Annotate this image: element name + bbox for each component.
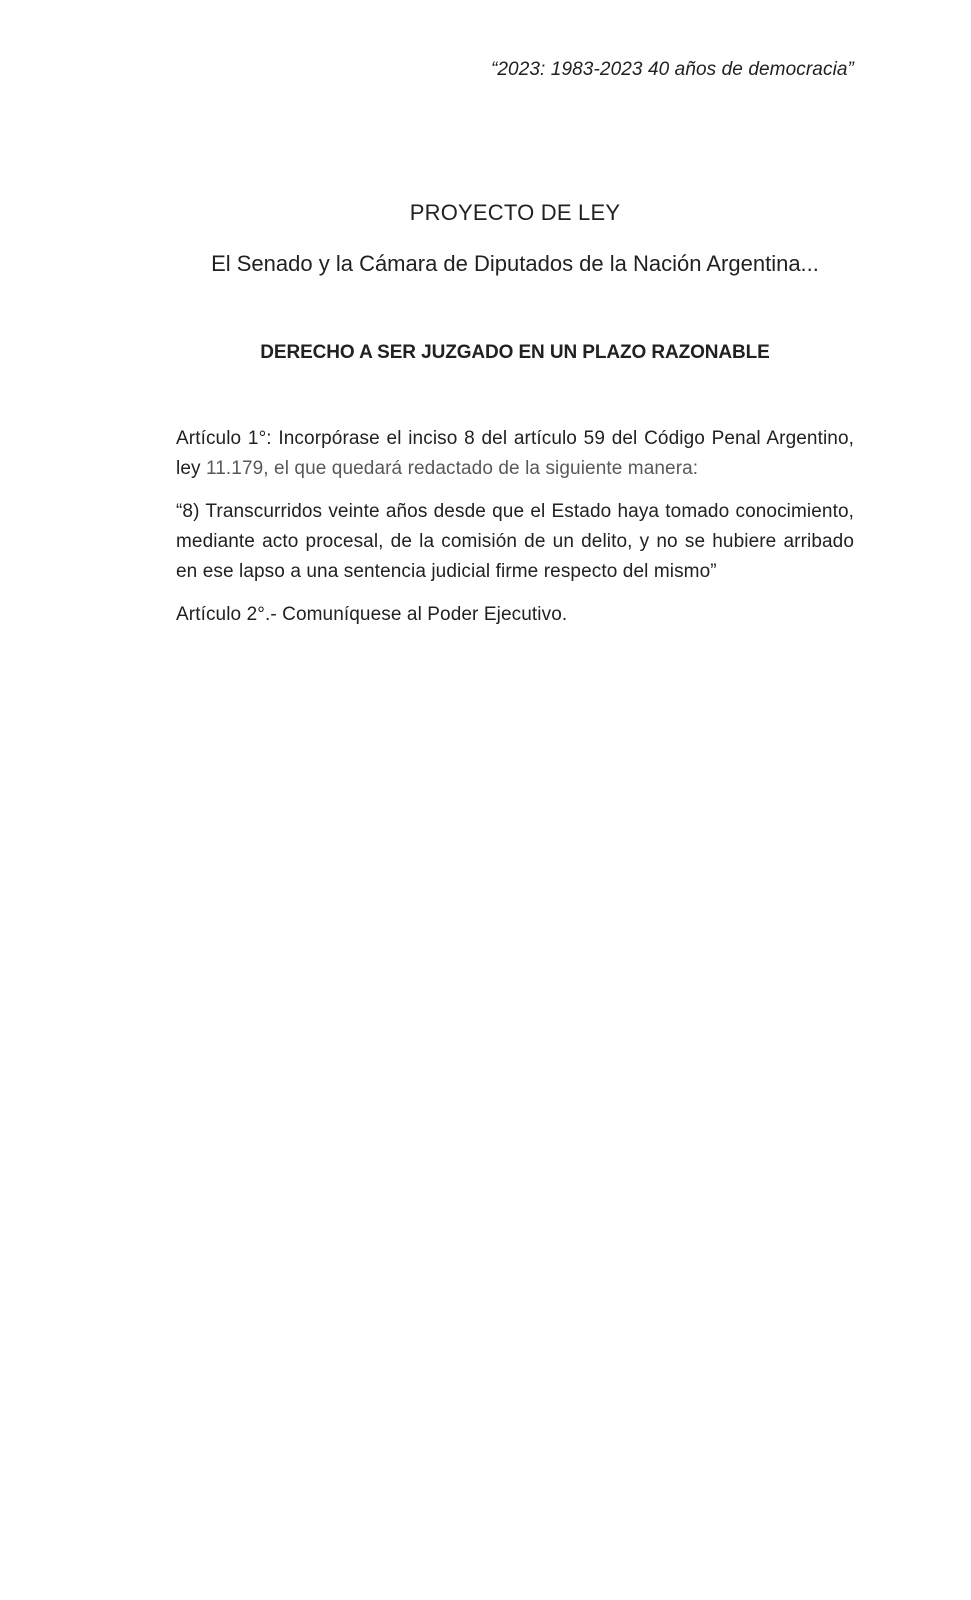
paragraph-article-1 <box>176 424 854 484</box>
article-1-law-number-muted: 11.179, el que quedará redactado de la siguiente manera: <box>205 458 699 479</box>
body-text <box>176 424 854 630</box>
section-heading: DERECHO A SER JUZGADO EN UN PLAZO RAZONABLE <box>260 342 770 363</box>
document-content <box>176 0 854 630</box>
document-subtitle: El Senado y la Cámara de Diputados de la Nación Argentina... <box>211 251 819 276</box>
document-title: PROYECTO DE LEY <box>409 200 621 225</box>
article-1-text: Artículo 1°: Incorpórase el inciso 8 del artículo 59 del Código Penal Argentino, ley <box>176 428 854 479</box>
header-quote: “2023: 1983-2023 40 años de democracia” <box>490 59 854 80</box>
paragraph-article-2: Artículo 2°.- Comuníquese al Poder Ejecutivo. <box>176 604 568 625</box>
paragraph-inciso-8: “8) Transcurridos veinte años desde que el Estado haya tomado conocimiento, mediante acto procesal, de la comisión de un delito, y no se hubiere arribado en ese lapso a una sentencia judicial firme respecto del mismo” <box>176 501 854 582</box>
